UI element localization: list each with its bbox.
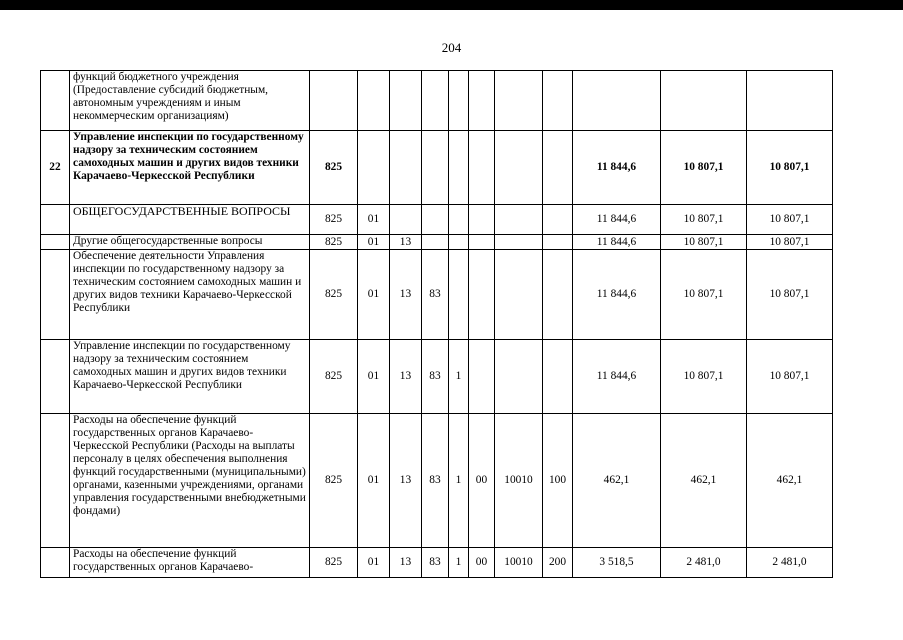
amount-year-1: 11 844,6 <box>573 205 661 235</box>
code-subprogram <box>449 131 469 205</box>
code-section: 01 <box>358 414 390 548</box>
code-program: 83 <box>422 414 449 548</box>
code-program: 83 <box>422 340 449 414</box>
amount-year-3: 10 807,1 <box>747 250 833 340</box>
code-expense-type: 200 <box>543 548 573 578</box>
row-name: Расходы на обеспечение функций государственных органов Карачаево-Черкесской Республики (Расходы на выплаты персоналу в целях обеспечения выполнения функций государственными (муниципальными) органами, казенными учреждениями, органами управления государственными внебюджетными фондами) <box>70 414 310 548</box>
code-ministry: 825 <box>310 235 358 250</box>
code-direction <box>495 235 543 250</box>
row-name: Расходы на обеспечение функций государственных органов Карачаево- <box>70 548 310 578</box>
amount-year-1: 11 844,6 <box>573 340 661 414</box>
amount-year-3: 10 807,1 <box>747 340 833 414</box>
code-ministry: 825 <box>310 414 358 548</box>
row-number <box>41 235 70 250</box>
amount-year-2: 462,1 <box>661 414 747 548</box>
table-row <box>41 548 833 578</box>
code-subprogram <box>449 235 469 250</box>
code-ministry: 825 <box>310 340 358 414</box>
code-main-event <box>469 205 495 235</box>
code-expense-type <box>543 71 573 131</box>
code-main-event <box>469 340 495 414</box>
code-main-event <box>469 235 495 250</box>
row-name: ОБЩЕГОСУДАРСТВЕННЫЕ ВОПРОСЫ <box>70 205 310 235</box>
table-row <box>41 205 833 235</box>
code-subprogram: 1 <box>449 414 469 548</box>
table-row <box>41 71 833 131</box>
code-ministry: 825 <box>310 131 358 205</box>
amount-year-2: 10 807,1 <box>661 235 747 250</box>
code-subprogram <box>449 205 469 235</box>
code-ministry: 825 <box>310 205 358 235</box>
table-row <box>41 340 833 414</box>
code-subsection <box>390 71 422 131</box>
code-direction <box>495 250 543 340</box>
amount-year-1: 3 518,5 <box>573 548 661 578</box>
code-direction: 10010 <box>495 548 543 578</box>
amount-year-3: 10 807,1 <box>747 131 833 205</box>
budget-table <box>40 70 833 578</box>
code-main-event <box>469 250 495 340</box>
row-number <box>41 414 70 548</box>
code-section: 01 <box>358 205 390 235</box>
code-direction: 10010 <box>495 414 543 548</box>
amount-year-3: 462,1 <box>747 414 833 548</box>
row-number <box>41 548 70 578</box>
code-expense-type <box>543 340 573 414</box>
code-expense-type <box>543 235 573 250</box>
code-program <box>422 205 449 235</box>
code-subsection <box>390 205 422 235</box>
row-name: Управление инспекции по государственному надзору за техническим состоянием самоходных машин и других видов техники Карачаево-Черкесской Республики <box>70 131 310 205</box>
row-name: Управление инспекции по государственному надзору за техническим состоянием самоходных машин и других видов техники Карачаево-Черкесской Республики <box>70 340 310 414</box>
table-row <box>41 414 833 548</box>
code-subprogram <box>449 250 469 340</box>
code-section: 01 <box>358 548 390 578</box>
code-program <box>422 235 449 250</box>
row-name: Обеспечение деятельности Управления инспекции по государственному надзору за техническим состоянием самоходных машин и других видов техники Карачаево-Черкесской Республики <box>70 250 310 340</box>
amount-year-1: 11 844,6 <box>573 235 661 250</box>
amount-year-3: 2 481,0 <box>747 548 833 578</box>
code-direction <box>495 340 543 414</box>
code-subsection: 13 <box>390 548 422 578</box>
table-row <box>41 131 833 205</box>
code-section <box>358 71 390 131</box>
code-subprogram: 1 <box>449 548 469 578</box>
code-subsection: 13 <box>390 250 422 340</box>
amount-year-3: 10 807,1 <box>747 235 833 250</box>
code-expense-type: 100 <box>543 414 573 548</box>
page-number: 204 <box>441 40 462 55</box>
row-number: 22 <box>41 131 70 205</box>
code-main-event: 00 <box>469 548 495 578</box>
code-program: 83 <box>422 250 449 340</box>
code-subprogram: 1 <box>449 340 469 414</box>
amount-year-2: 10 807,1 <box>661 250 747 340</box>
code-program <box>422 131 449 205</box>
code-expense-type <box>543 250 573 340</box>
code-expense-type <box>543 131 573 205</box>
code-subsection <box>390 131 422 205</box>
code-main-event: 00 <box>469 414 495 548</box>
code-ministry: 825 <box>310 548 358 578</box>
code-subsection: 13 <box>390 414 422 548</box>
code-subsection: 13 <box>390 340 422 414</box>
row-number <box>41 250 70 340</box>
row-number <box>41 205 70 235</box>
code-section <box>358 131 390 205</box>
amount-year-1 <box>573 71 661 131</box>
code-direction <box>495 131 543 205</box>
code-direction <box>495 205 543 235</box>
row-number <box>41 71 70 131</box>
code-ministry <box>310 71 358 131</box>
code-section: 01 <box>358 340 390 414</box>
row-name: функций бюджетного учреждения (Предоставление субсидий бюджетным, автономным учреждениям и иным некоммерческим организациям) <box>70 71 310 131</box>
code-ministry: 825 <box>310 250 358 340</box>
code-section: 01 <box>358 235 390 250</box>
amount-year-1: 11 844,6 <box>573 250 661 340</box>
code-main-event <box>469 131 495 205</box>
row-name: Другие общегосударственные вопросы <box>70 235 310 250</box>
amount-year-3 <box>747 71 833 131</box>
code-program: 83 <box>422 548 449 578</box>
table-row <box>41 250 833 340</box>
amount-year-2 <box>661 71 747 131</box>
code-main-event <box>469 71 495 131</box>
amount-year-1: 11 844,6 <box>573 131 661 205</box>
code-subprogram <box>449 71 469 131</box>
amount-year-2: 10 807,1 <box>661 205 747 235</box>
row-number <box>41 340 70 414</box>
amount-year-2: 10 807,1 <box>661 131 747 205</box>
amount-year-2: 10 807,1 <box>661 340 747 414</box>
amount-year-3: 10 807,1 <box>747 205 833 235</box>
code-expense-type <box>543 205 573 235</box>
code-section: 01 <box>358 250 390 340</box>
amount-year-1: 462,1 <box>573 414 661 548</box>
code-subsection: 13 <box>390 235 422 250</box>
table-row <box>41 235 833 250</box>
code-direction <box>495 71 543 131</box>
code-program <box>422 71 449 131</box>
amount-year-2: 2 481,0 <box>661 548 747 578</box>
page-top-border <box>0 0 903 10</box>
